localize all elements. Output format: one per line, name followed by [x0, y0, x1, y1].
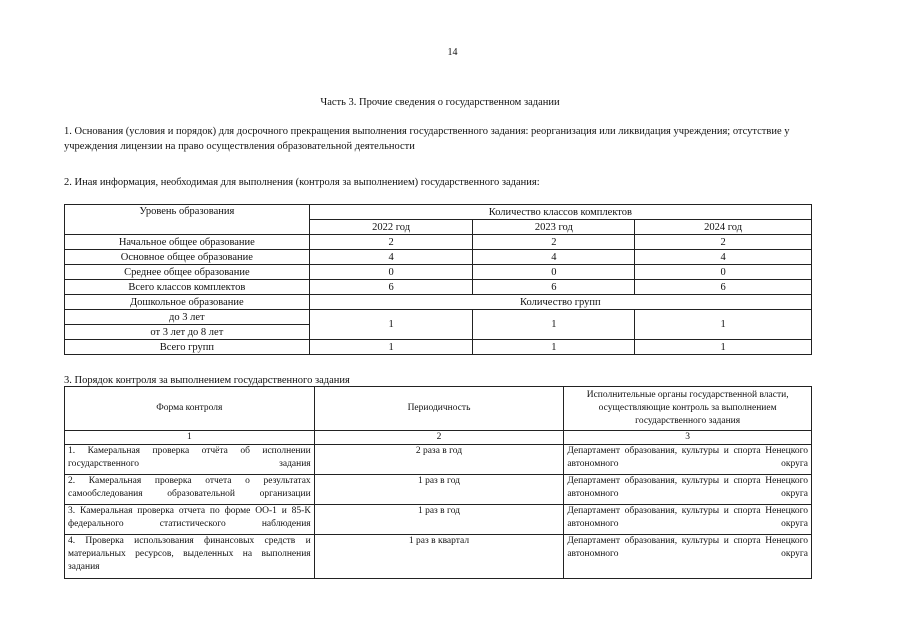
row-label: Начальное общее образование [65, 235, 310, 250]
header-organ: Исполнительные органы государственной власти, осуществляющие контроль за выполнением государственного задания [564, 387, 812, 431]
control-organ: Департамент образования, культуры и спорта Ненецкого автономного округа [564, 535, 812, 579]
table-row [65, 235, 812, 250]
row-label: Основное общее образование [65, 250, 310, 265]
control-organ: Департамент образования, культуры и спорта Ненецкого автономного округа [564, 475, 812, 505]
header-period: Периодичность [314, 387, 564, 431]
cell-value: 6 [635, 280, 812, 295]
table-row [65, 280, 812, 295]
age-label-1: до 3 лет [65, 310, 310, 325]
control-organ: Департамент образования, культуры и спорта Ненецкого автономного округа [564, 445, 812, 475]
age-label-2: от 3 лет до 8 лет [65, 325, 310, 340]
table-row [65, 310, 812, 325]
control-form: 1. Камеральная проверка отчёта об исполнении государственного задания [65, 445, 315, 475]
cell-value: 4 [635, 250, 812, 265]
control-period: 2 раза в год [314, 445, 564, 475]
control-period: 1 раз в квартал [314, 535, 564, 579]
table-row [65, 295, 812, 310]
cell-value: 6 [309, 280, 473, 295]
table-row [65, 250, 812, 265]
cell-value: 0 [309, 265, 473, 280]
cell-value: 0 [635, 265, 812, 280]
table-row [65, 445, 812, 475]
section1-text: 1. Основания (условия и порядок) для досрочного прекращения выполнения государственного задания: реорганизация или ликвидация учреждения; отсутствие у учреждения лицензии на право осуществления образовательной деятельности [64, 126, 790, 152]
cell-value: 1 [309, 310, 473, 340]
cell-value: 0 [473, 265, 635, 280]
control-period: 1 раз в год [314, 505, 564, 535]
header-form: Форма контроля [65, 387, 315, 431]
table-row [65, 475, 812, 505]
table-row [65, 265, 812, 280]
control-organ: Департамент образования, культуры и спорта Ненецкого автономного округа [564, 505, 812, 535]
year-2022: 2022 год [309, 220, 473, 235]
row-label: Среднее общее образование [65, 265, 310, 280]
cell-value: 4 [309, 250, 473, 265]
total-groups-label: Всего групп [65, 340, 310, 355]
col-number: 3 [564, 431, 812, 445]
cell-value: 4 [473, 250, 635, 265]
table-row [65, 535, 812, 579]
header-classes: Количество классов комплектов [309, 205, 811, 220]
control-period: 1 раз в год [314, 475, 564, 505]
table-row [65, 340, 812, 355]
part-title: Часть 3. Прочие сведения о государственном задании [320, 97, 560, 108]
control-table [64, 386, 812, 579]
cell-value: 1 [473, 310, 635, 340]
page-number: 14 [447, 47, 458, 58]
header-level: Уровень образования [65, 205, 310, 235]
cell-value: 6 [473, 280, 635, 295]
cell-value: 1 [635, 340, 812, 355]
classes-table [64, 204, 812, 355]
section2-text: 2. Иная информация, необходимая для выполнения (контроля за выполнением) государственного задания: [64, 177, 540, 188]
preschool-label: Дошкольное образование [65, 295, 310, 310]
col-number: 2 [314, 431, 564, 445]
control-form: 2. Камеральная проверка отчета о результатах самообследования образовательной организации [65, 475, 315, 505]
control-form: 3. Камеральная проверка отчета по форме ОО-1 и 85-К федерального статистического наблюдения [65, 505, 315, 535]
groups-header: Количество групп [309, 295, 811, 310]
year-2024: 2024 год [635, 220, 812, 235]
cell-value: 2 [309, 235, 473, 250]
section3-text: 3. Порядок контроля за выполнением государственного задания [64, 375, 350, 386]
cell-value: 2 [473, 235, 635, 250]
row-label: Всего классов комплектов [65, 280, 310, 295]
cell-value: 1 [473, 340, 635, 355]
table-row [65, 505, 812, 535]
cell-value: 2 [635, 235, 812, 250]
control-form: 4. Проверка использования финансовых средств и материальных ресурсов, выделенных на выполнения задания [65, 535, 315, 579]
cell-value: 1 [309, 340, 473, 355]
cell-value: 1 [635, 310, 812, 340]
col-number: 1 [65, 431, 315, 445]
year-2023: 2023 год [473, 220, 635, 235]
